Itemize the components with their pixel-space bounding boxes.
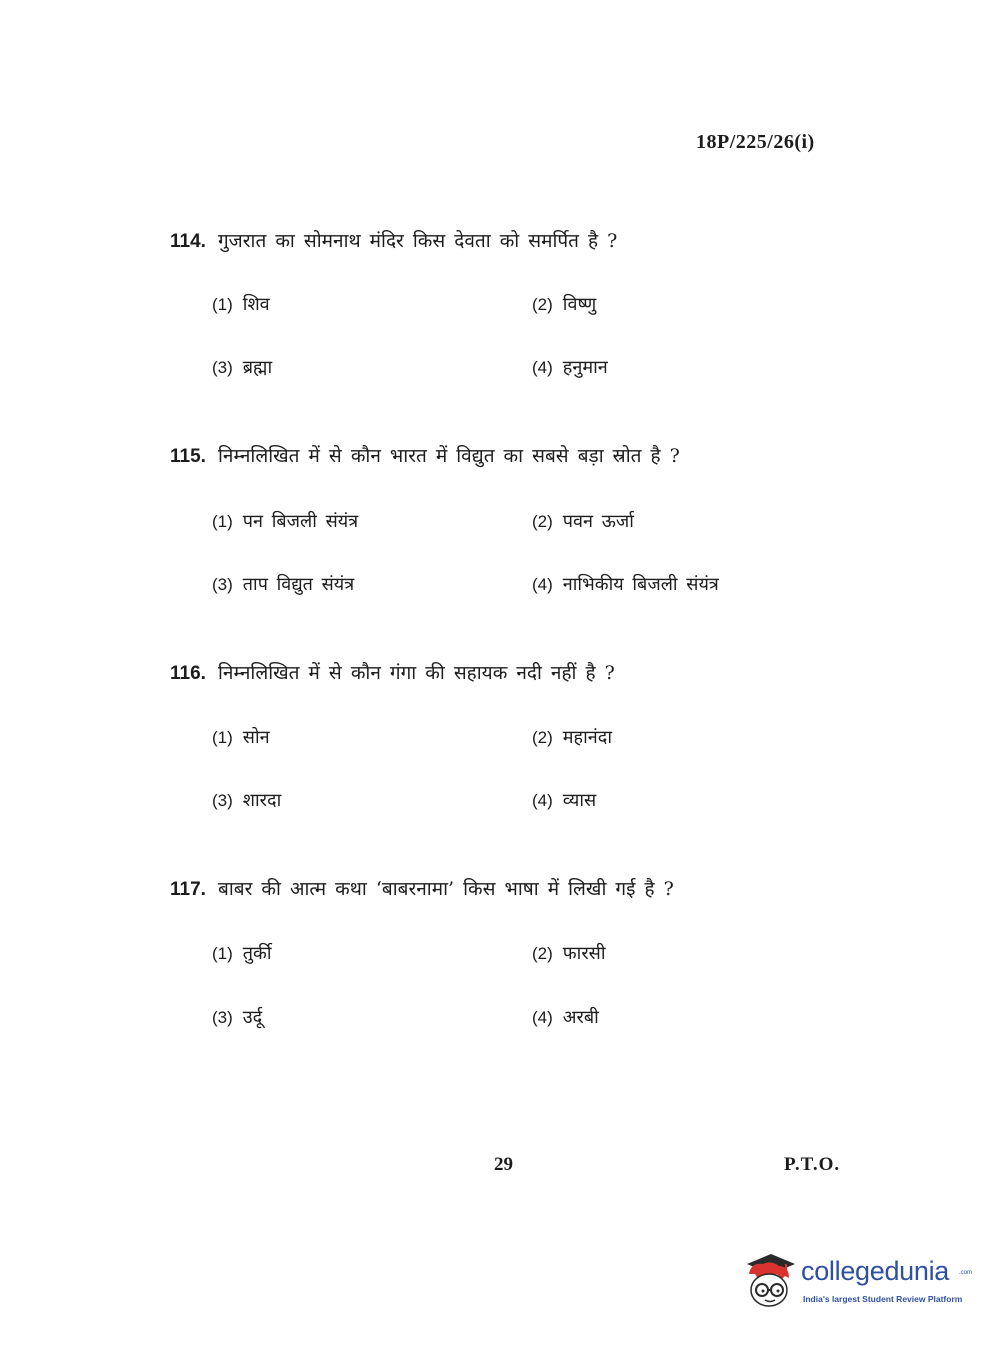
question-number: 115.	[170, 446, 206, 467]
option-number: (3)	[212, 791, 233, 810]
option-4	[532, 355, 608, 379]
option-number: (4)	[532, 791, 553, 810]
logo-wordmark: collegedunia	[801, 1256, 950, 1286]
option-number: (2)	[532, 728, 553, 747]
question-text: बाबर की आत्म कथा ‘बाबरनामा’ किस भाषा में लिखी गई है ?	[217, 878, 674, 900]
pto-label: P.T.O.	[784, 1154, 841, 1175]
option-3	[212, 355, 272, 379]
option-number: (2)	[532, 944, 553, 963]
option-1	[212, 941, 272, 965]
option-text: पवन ऊर्जा	[562, 511, 634, 532]
question-text: निम्नलिखित में से कौन गंगा की सहायक नदी नहीं है ?	[217, 662, 615, 684]
mascot-logo-icon	[741, 1248, 799, 1310]
option-text: ब्रह्मा	[242, 357, 273, 378]
option-text: नाभिकीय बिजली संयंत्र	[562, 574, 719, 595]
option-number: (3)	[212, 575, 233, 594]
option-1	[212, 509, 358, 533]
question-number: 114.	[170, 231, 206, 252]
option-2	[532, 941, 606, 965]
option-text: व्यास	[562, 790, 597, 811]
option-number: (3)	[212, 358, 233, 377]
question-text-line	[170, 228, 810, 255]
question-text-line	[170, 876, 810, 903]
logo-com: .com	[959, 1270, 973, 1276]
option-number: (1)	[212, 728, 233, 747]
option-4	[532, 788, 596, 812]
option-4	[532, 1005, 599, 1029]
question-114	[170, 228, 810, 255]
question-number: 116.	[170, 663, 206, 684]
option-text: फारसी	[562, 943, 606, 964]
option-4	[532, 572, 719, 596]
option-number: (1)	[212, 512, 233, 531]
option-3	[212, 1005, 262, 1029]
option-1	[212, 292, 270, 316]
option-text: उर्दू	[242, 1007, 263, 1028]
question-number: 117.	[170, 879, 206, 900]
option-text: महानंदा	[562, 727, 612, 748]
option-number: (4)	[532, 575, 553, 594]
page-number: 29	[494, 1154, 513, 1175]
option-2	[532, 509, 634, 533]
option-number: (2)	[532, 295, 553, 314]
option-2	[532, 725, 612, 749]
question-text: निम्नलिखित में से कौन भारत में विद्युत का सबसे बड़ा स्रोत है ?	[217, 445, 680, 467]
option-text: हनुमान	[562, 357, 608, 378]
option-text: तुर्की	[242, 943, 272, 964]
question-115	[170, 443, 810, 470]
logo-tagline: India's largest Student Review Platform	[803, 1294, 963, 1304]
option-text: पन बिजली संयंत्र	[242, 511, 359, 532]
option-number: (1)	[212, 944, 233, 963]
option-text: अरबी	[562, 1007, 599, 1028]
question-116	[170, 660, 810, 687]
question-text-line	[170, 443, 810, 470]
option-1	[212, 725, 270, 749]
option-text: विष्णु	[562, 294, 597, 315]
option-text: शिव	[242, 294, 270, 315]
option-text: ताप विद्युत संयंत्र	[242, 574, 355, 595]
question-text: गुजरात का सोमनाथ मंदिर किस देवता को समर्पित है ?	[217, 230, 618, 252]
option-number: (3)	[212, 1008, 233, 1027]
option-3	[212, 788, 281, 812]
question-117	[170, 876, 810, 903]
collegedunia-watermark	[741, 1248, 971, 1314]
option-number: (2)	[532, 512, 553, 531]
paper-code: 18P/225/26(i)	[696, 131, 815, 153]
option-3	[212, 572, 354, 596]
question-text-line	[170, 660, 810, 687]
option-2	[532, 292, 596, 316]
option-number: (1)	[212, 295, 233, 314]
option-text: शारदा	[242, 790, 282, 811]
option-number: (4)	[532, 1008, 553, 1027]
option-number: (4)	[532, 358, 553, 377]
option-text: सोन	[242, 727, 270, 748]
